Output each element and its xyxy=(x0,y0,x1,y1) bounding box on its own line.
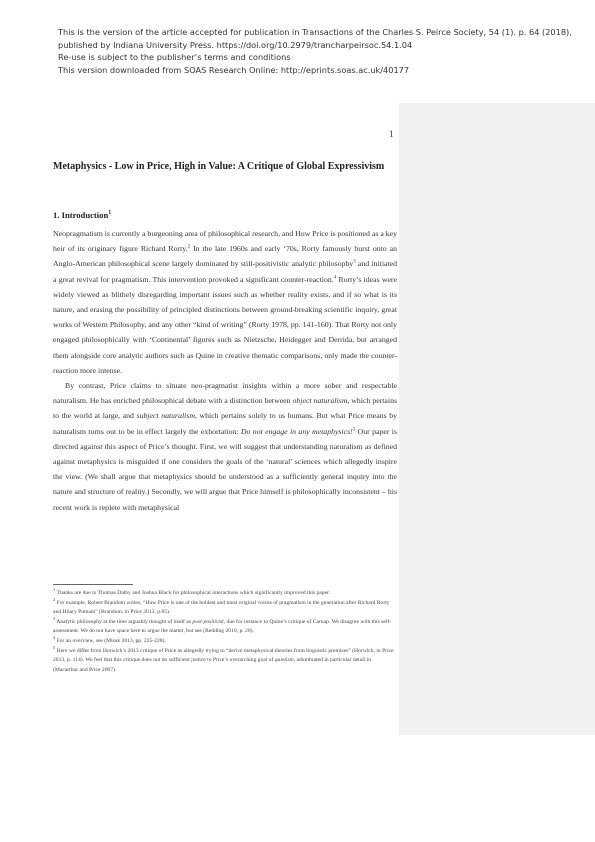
text-run: Our paper is directed against this aspect of Price’s thought. First, we will suggest that understanding naturalism as defined against metaphysics is misguided if one considers the goals of the ‘natural’ sciences which allegedly inspire the view. (We shall argue that metaphysics should be understood as a sufficiently general inquiry into the nature and structure of reality.) Secondly, we will argue that Price himself is philosophically inconsistent – his recent work is replete with metaphysical xyxy=(53,426,397,512)
footnote-text: Thanks are due to Thomas Dalby and Joshua Black for philosophical interactions which significantly improved this paper. xyxy=(55,590,331,596)
footnote-text: For an overview, see (Misak 2013, pp. 225-228). xyxy=(55,637,166,644)
italic-term: post-positivist xyxy=(192,618,224,625)
footnote-marker: 2 xyxy=(187,244,191,250)
footnotes xyxy=(53,589,397,675)
paragraph-1 xyxy=(53,226,397,378)
cover-line-download-source: This version downloaded from SOAS Research Online: http://eprints.soas.ac.uk/40177 xyxy=(58,64,410,75)
cover-line-publication: This is the version of the article accepted for publication in Transactions of the Charles S. Peirce Society, 54 (1). p. 64 (2018), xyxy=(58,27,572,37)
page-number: 1 xyxy=(389,129,394,139)
italic-term: Do not engage in any metaphysics! xyxy=(240,426,353,436)
footnote-number: 1 xyxy=(53,587,56,593)
footnote-1 xyxy=(53,589,397,599)
footnote-2 xyxy=(53,596,397,618)
article-title: Metaphysics - Low in Price, High in Value: A Critique of Global Expressivism xyxy=(53,161,385,172)
footnote-separator xyxy=(53,584,133,585)
italic-term: object naturalism xyxy=(292,396,348,406)
cover-line-reuse: Re-use is subject to the publisher’s terms and conditions xyxy=(58,52,291,63)
footnote-marker: 4 xyxy=(333,275,337,281)
footnote-marker: 5 xyxy=(352,427,356,433)
footnote-marker: 3 xyxy=(353,259,356,265)
text-run: and initiated a great revival for pragmatism. This intervention provoked a significant counter-reaction. xyxy=(53,259,397,284)
text-run: Rorty’s ideas were widely viewed as blithely disregarding important issues such as whether reality exists, and if so what is its nature, and erasing the possibility of principled distinctions between ground-breaking scientific inquiry, great works of Western Philosophy, and any other “kind of writing” (Rorty 1978, pp. 141-160). That Rorty not only engaged philosophically with ‘Continental’ figures such as Nietzsche, Heidegger and Derrida, but arranged them alongside core analytic authors such as Quine in creative thematic comparisons, only made the counter-reaction more intense. xyxy=(53,274,397,375)
text-run: , which pertains to the world at large, and xyxy=(53,396,397,421)
footnote-text: Here we differ from Horwich’s 2013 critique of Price as allegedly trying to “derive metaphysical theories from linguistic premises” (Horwich, in Price 2013, p. 114). We feel that this critique does not do sufficient justice to Price’s overarching goal of xyxy=(53,647,394,664)
footnote-3 xyxy=(53,615,397,637)
paragraph-2 xyxy=(53,378,397,515)
footnote-text: , adumbrated in particular detail in (Macarthur and Price 2007). xyxy=(53,657,372,673)
text-run: Neopragmatism is currently a burgeoning area of philosophical research, and Huw Price is positioned as a key heir of its originary figure Richard Rorty. xyxy=(53,229,397,254)
footnote-number: 3 xyxy=(53,615,56,621)
italic-term: subject naturalism xyxy=(136,411,195,421)
cover-sheet-notice xyxy=(58,26,578,76)
text-run: In the late 1960s and early ‘70s, Rorty famously burst onto an Anglo-American philosophical scene largely dominated by still-positivistic analytic philosophy xyxy=(53,244,397,269)
body-text xyxy=(53,226,397,515)
footnote-marker: 1 xyxy=(108,210,112,217)
footnote-text: , due for instance to Quine’s critique of Carnap. We disagree with this self-assessment. We do not have space here to argue the matter, but see (Redding 2010, p. 20). xyxy=(53,618,392,635)
footnote-number: 2 xyxy=(53,596,56,602)
cover-line-publisher-doi: published by Indiana University Press. https://doi.org/10.2979/trancharpeirsoc.54.1.04 xyxy=(58,39,413,50)
page-margin-strip xyxy=(399,103,595,735)
footnote-text: For example, Robert Brandom writes, “Huw Price is one of the boldest and most original voices of pragmatism in the generation after Richard Rorty and Hilary Putnam” (Brandom, in Price 2013, p.85). xyxy=(53,599,390,616)
text-run: By contrast, Price claims to situate neo-pragmatist insights within a more sober and respectable naturalism. He has enriched philosophical debate with a distinction between xyxy=(53,381,397,406)
italic-term: quietism xyxy=(274,657,294,664)
footnote-5 xyxy=(53,644,397,676)
footnote-4 xyxy=(53,637,397,647)
section-heading-label: 1. Introduction xyxy=(53,210,109,220)
footnote-number: 4 xyxy=(53,635,56,641)
footnote-number: 5 xyxy=(53,644,56,650)
section-heading xyxy=(53,210,111,220)
footnote-text: Analytic philosophy at the time arguably thought of itself as xyxy=(55,618,193,625)
text-run: , which pertains solely to us humans. But what Price means by naturalism turns out to be in effect largely the exhortation: xyxy=(53,411,398,436)
